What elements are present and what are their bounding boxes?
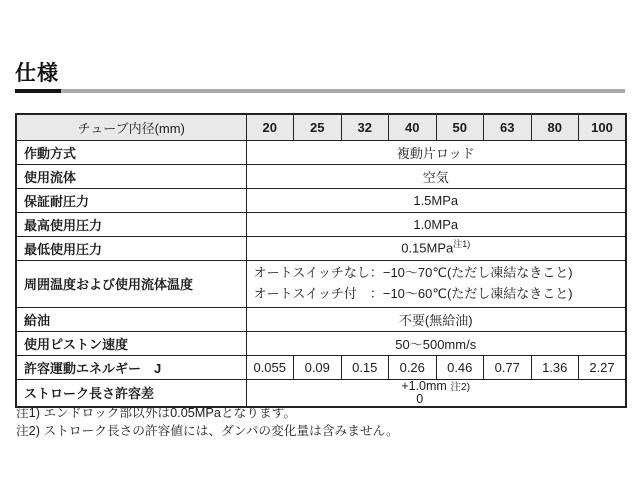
temperature-line-without-switch: オートスイッチなし：−10～70℃(ただし凍結なきこと) [253, 265, 573, 281]
table-row-min-pressure [16, 236, 626, 260]
stroke-tolerance-notation [401, 380, 470, 406]
row-value-action: 複動片ロッド [246, 140, 626, 164]
header-bore-100: 100 [579, 114, 627, 140]
table-row-action [16, 140, 626, 164]
header-bore-40: 40 [389, 114, 437, 140]
footnotes [16, 405, 399, 440]
note2-reference: 注2) [450, 380, 471, 393]
row-label-stroke-tolerance: ストローク長さ許容差 [16, 379, 246, 407]
row-label-piston-speed: 使用ピストン速度 [16, 331, 246, 355]
table-row-max-pressure [16, 212, 626, 236]
tolerance-upper [401, 380, 470, 393]
row-label-proof-pressure: 保証耐圧力 [16, 188, 246, 212]
title-underline [15, 89, 625, 93]
row-label-lubrication: 給油 [16, 307, 246, 331]
table-row-temperature [16, 260, 626, 307]
energy-value-80: 1.36 [531, 355, 579, 379]
table-row-kinetic-energy [16, 355, 626, 379]
header-bore-20: 20 [246, 114, 294, 140]
energy-value-25: 0.09 [294, 355, 342, 379]
row-value-min-pressure [246, 236, 626, 260]
table-row-fluid [16, 164, 626, 188]
row-value-fluid: 空気 [246, 164, 626, 188]
title-underline-accent [15, 89, 61, 93]
energy-value-100: 2.27 [579, 355, 627, 379]
specification-table [15, 113, 627, 408]
header-bore-32: 32 [341, 114, 389, 140]
row-label-max-pressure: 最高使用圧力 [16, 212, 246, 236]
header-tube-bore-label: チューブ内径(mm) [16, 114, 246, 140]
footnote-1: 注1) エンドロック部以外は0.05MPaとなります。 [16, 406, 297, 420]
row-label-kinetic-energy: 許容運動エネルギー J [16, 355, 246, 379]
row-label-temperature: 周囲温度および使用流体温度 [16, 260, 246, 307]
energy-value-32: 0.15 [341, 355, 389, 379]
energy-value-40: 0.26 [389, 355, 437, 379]
row-label-min-pressure: 最低使用圧力 [16, 236, 246, 260]
page-title: 仕様 [15, 62, 59, 85]
header-bore-63: 63 [484, 114, 532, 140]
header-bore-80: 80 [531, 114, 579, 140]
table-row-stroke-tolerance [16, 379, 626, 407]
energy-value-63: 0.77 [484, 355, 532, 379]
header-bore-50: 50 [436, 114, 484, 140]
note1-reference: 注1) [453, 239, 471, 250]
row-value-lubrication: 不要(無給油) [246, 307, 626, 331]
table-row-lubrication [16, 307, 626, 331]
temperature-line-with-switch: オートスイッチ付 ：−10～60℃(ただし凍結なきこと) [253, 285, 573, 301]
energy-value-20: 0.055 [246, 355, 294, 379]
tolerance-lower-value: 0 [416, 391, 424, 406]
energy-value-50: 0.46 [436, 355, 484, 379]
footnote-2: 注2) ストローク長さの許容値には、ダンパの変化量は含みません。 [16, 423, 399, 438]
table-header-row [16, 114, 626, 140]
row-value-proof-pressure: 1.5MPa [246, 188, 626, 212]
header-bore-25: 25 [294, 114, 342, 140]
row-value-piston-speed: 50～500mm/s [246, 331, 626, 355]
row-value-stroke-tolerance [246, 379, 626, 407]
tolerance-upper-value: +1.0mm [401, 379, 447, 393]
row-value-temperature [246, 260, 626, 307]
row-label-fluid: 使用流体 [16, 164, 246, 188]
min-pressure-value: 0.15MPa [401, 240, 454, 256]
table-row-proof-pressure [16, 188, 626, 212]
table-row-piston-speed [16, 331, 626, 355]
row-label-action: 作動方式 [16, 140, 246, 164]
row-value-max-pressure: 1.0MPa [246, 212, 626, 236]
